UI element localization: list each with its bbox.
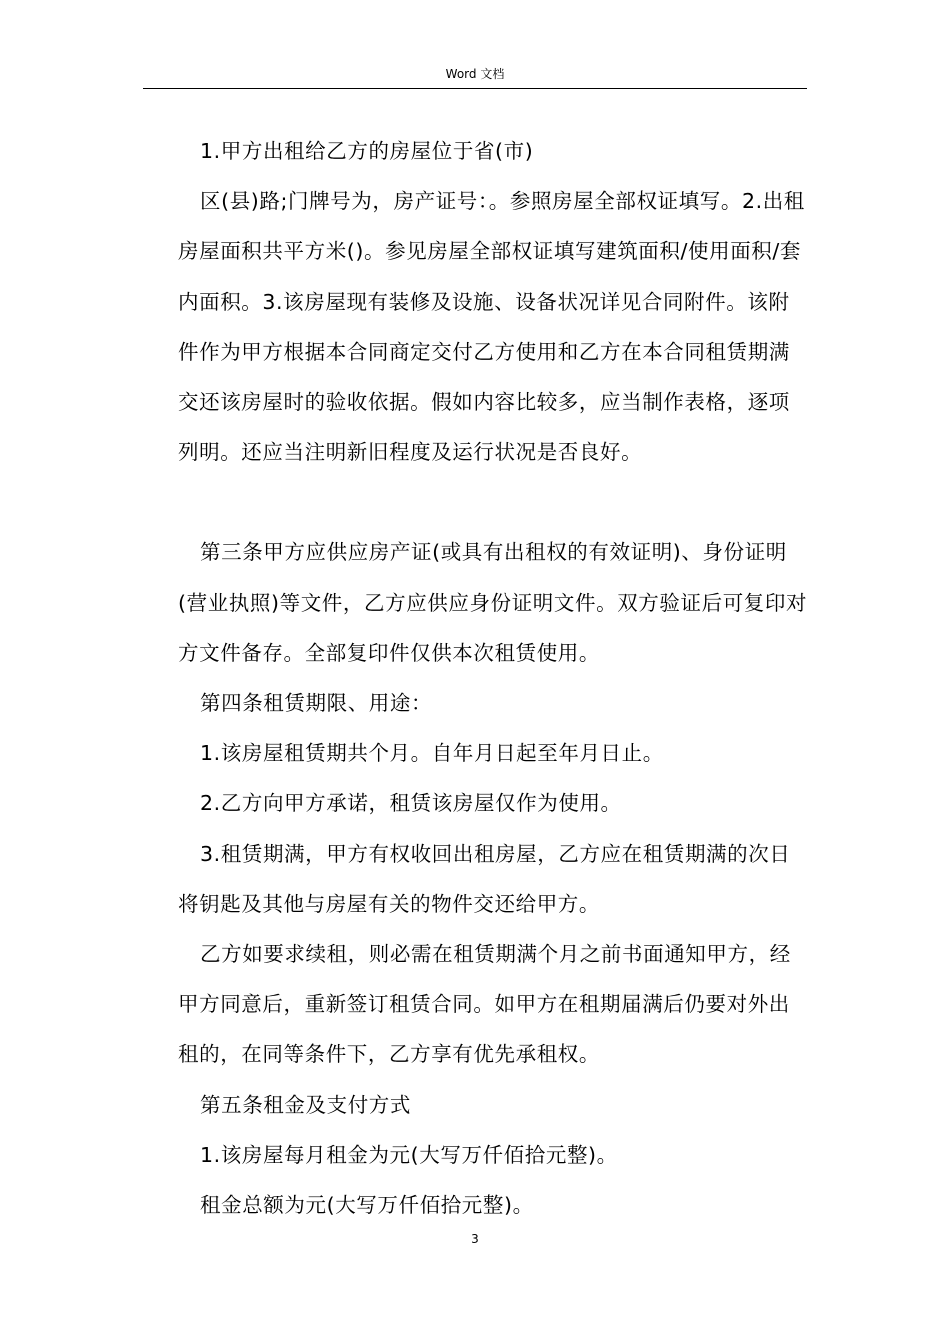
paragraph-lease-expiry: 3.租赁期满，甲方有权收回出租房屋，乙方应在租赁期满的次日将钥匙及其他与房屋有关的物件交还给甲方。 bbox=[178, 841, 791, 916]
paragraph-premises-location: 1.甲方出租给乙方的房屋位于省(市) bbox=[200, 139, 534, 163]
paragraph-article-4-title: 第四条租赁期限、用途： bbox=[200, 691, 433, 716]
paragraph-lease-term: 1.该房屋租赁期共个月。自年月日起至年月日止。 bbox=[200, 741, 664, 766]
paragraph-article-3: 第三条甲方应供应房产证(或具有出租权的有效证明)、身份证明(营业执照)等文件，乙方应供应身份证明文件。双方验证后可复印对方文件备存。全部复印件仅供本次租赁使用。 bbox=[178, 540, 808, 665]
page-number: 3 bbox=[471, 1232, 479, 1246]
paragraph-premises-details: 区(县)路;门牌号为，房产证号：。参照房屋全部权证填写。2.出租房屋面积共平方米()。参见房屋全部权证填写建筑面积/使用面积/套内面积。3.该房屋现有装修及设施、设备状况详见合同附件。该附件作为甲方根据本合同商定交付乙方使用和乙方在本合同租赁期满交还该房屋时的验收依据。假如内容比较多，应当制作表格，逐项列明。还应当注明新旧程度及运行状况是否良好。 bbox=[178, 189, 805, 465]
paragraph-total-rent: 租金总额为元(大写万仟佰拾元整)。 bbox=[200, 1193, 534, 1218]
header-divider bbox=[143, 88, 807, 89]
page-header: Word 文档 bbox=[445, 67, 505, 81]
paragraph-article-5-title: 第五条租金及支付方式 bbox=[200, 1092, 411, 1117]
paragraph-lease-use: 2.乙方向甲方承诺，租赁该房屋仅作为使用。 bbox=[200, 791, 622, 816]
paragraph-renewal: 乙方如要求续租，则必需在租赁期满个月之前书面通知甲方，经甲方同意后，重新签订租赁合同。如甲方在租期届满后仍要对外出租的，在同等条件下，乙方享有优先承租权。 bbox=[178, 942, 791, 1067]
paragraph-monthly-rent: 1.该房屋每月租金为元(大写万仟佰拾元整)。 bbox=[200, 1142, 618, 1167]
document-body bbox=[178, 126, 808, 1230]
paragraph-gap bbox=[178, 477, 808, 527]
